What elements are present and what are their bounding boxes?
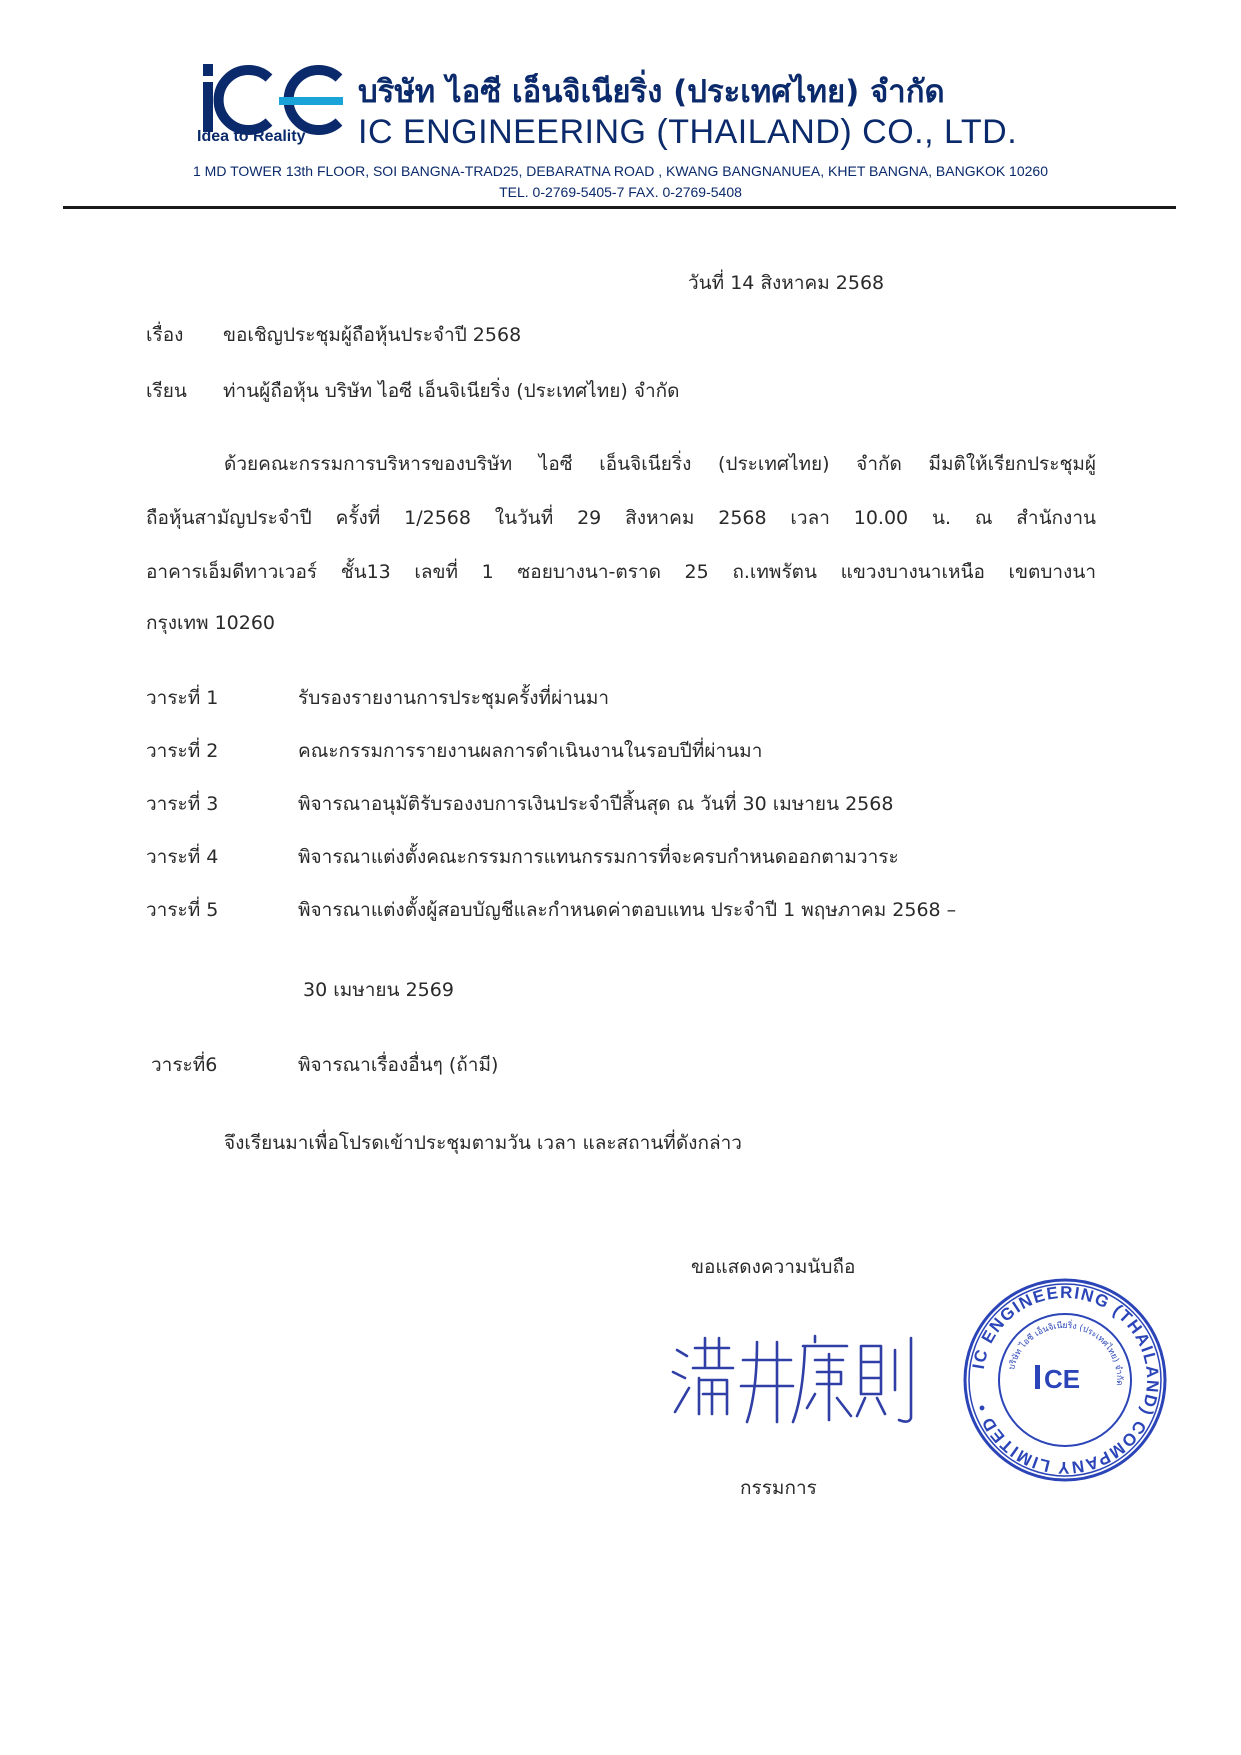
svg-text:CE: CE: [1044, 1364, 1081, 1394]
agenda-text: รับรองรายงานการประชุมครั้งที่ผ่านมา: [298, 687, 610, 709]
svg-text:บริษัท ไอซี เอ็นจิเนียริ่ง (ปร: บริษัท ไอซี เอ็นจิเนียริ่ง (ประเทศไทย) จำกัด: [1007, 1320, 1125, 1386]
agenda-5-continued: 30 เมษายน 2569: [303, 979, 454, 1001]
company-name-en: IC ENGINEERING (THAILAND) CO., LTD.: [358, 113, 1018, 151]
logo-tagline: Idea to Reality: [197, 128, 306, 145]
signer-title: กรรมการ: [740, 1477, 817, 1499]
company-seal: [960, 1275, 1170, 1485]
agenda-label: วาระที่ 1: [146, 687, 219, 709]
body-line: อาคารเอ็มดีทาวเวอร์ ชั้น13 เลขที่ 1 ซอยบางนา-ตราด 25 ถ.เทพรัตน แขวงบางนาเหนือ เขตบางนา: [146, 561, 1096, 583]
agenda-text: พิจารณาอนุมัติรับรองงบการเงินประจำปีสิ้นสุด ณ วันที่ 30 เมษายน 2568: [298, 793, 894, 815]
company-address: 1 MD TOWER 13th FLOOR, SOI BANGNA-TRAD25, DEBARATNA ROAD , KWANG BANGNANUEA, KHET BANGNA, BANGKOK 10260: [193, 163, 1048, 179]
agenda-text: พิจารณาเรื่องอื่นๆ (ถ้ามี): [298, 1054, 499, 1076]
agenda-label: วาระที่ 3: [146, 793, 219, 815]
company-name-th: บริษัท ไอซี เอ็นจิเนียริ่ง (ประเทศไทย) จำกัด: [358, 74, 945, 110]
company-contact: TEL. 0-2769-5405-7 FAX. 0-2769-5408: [499, 184, 742, 200]
closing-text: จึงเรียนมาเพื่อโปรดเข้าประชุมตามวัน เวลา และสถานที่ดังกล่าว: [224, 1132, 742, 1154]
attention-label: เรียน: [146, 380, 187, 402]
letter-date: วันที่ 14 สิงหาคม 2568: [688, 272, 885, 294]
svg-text:IC ENGINEERING (THAILAND) COMP: IC ENGINEERING (THAILAND) COMPANY LIMITED •: [968, 1282, 1163, 1478]
body-line: ถือหุ้นสามัญประจำปี ครั้งที่ 1/2568 ในวันที่ 29 สิงหาคม 2568 เวลา 10.00 น. ณ สำนักงาน: [146, 507, 1096, 529]
agenda-text: คณะกรรมการรายงานผลการดำเนินงานในรอบปีที่ผ่านมา: [298, 740, 763, 762]
regards-text: ขอแสดงความนับถือ: [691, 1256, 856, 1278]
agenda-text: พิจารณาแต่งตั้งคณะกรรมการแทนกรรมการที่จะครบกำหนดออกตามวาระ: [298, 846, 899, 868]
agenda-label: วาระที่ 2: [146, 740, 219, 762]
subject-text: ขอเชิญประชุมผู้ถือหุ้นประจำปี 2568: [223, 324, 522, 346]
handwritten-signature: [665, 1320, 925, 1430]
agenda-text: พิจารณาแต่งตั้งผู้สอบบัญชีและกำหนดค่าตอบแทน ประจำปี 1 พฤษภาคม 2568 –: [298, 899, 957, 921]
subject-label: เรื่อง: [146, 324, 184, 346]
body-line: ด้วยคณะกรรมการบริหารของบริษัท ไอซี เอ็นจิเนียริ่ง (ประเทศไทย) จำกัด มีมติให้เรียกประชุมผู้: [224, 453, 1096, 475]
agenda-label: วาระที่ 5: [146, 899, 219, 921]
body-line: กรุงเทพ 10260: [146, 612, 276, 634]
agenda-label: วาระที่6: [151, 1054, 218, 1076]
attention-text: ท่านผู้ถือหุ้น บริษัท ไอซี เอ็นจิเนียริ่ง (ประเทศไทย) จำกัด: [223, 380, 680, 402]
letterhead-divider: [63, 206, 1176, 209]
agenda-label: วาระที่ 4: [146, 846, 219, 868]
